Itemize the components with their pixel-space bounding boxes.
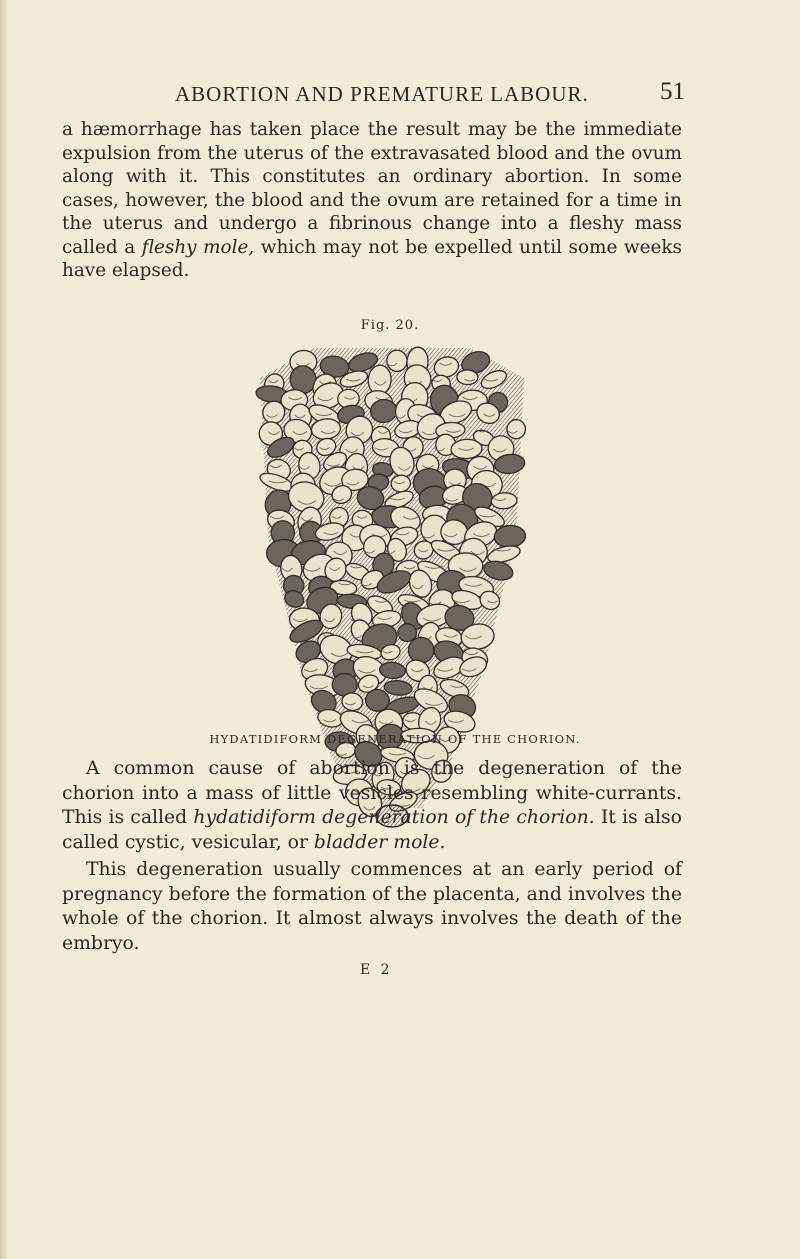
- page-number: 51: [660, 78, 685, 105]
- text-run: A common cause of abortion is the degeneration of the chorion into a mass of little vesicles resembling white-currants. This is called: [62, 758, 682, 828]
- text-run: It is also called cystic, vesicular, or: [62, 807, 682, 853]
- paragraph-commencement: [62, 858, 682, 956]
- term-fleshy-mole: fleshy mole,: [141, 236, 255, 258]
- term-hydatidiform: hydatidiform degeneration of the chorion.: [193, 807, 595, 828]
- term-bladder-mole: bladder mole.: [313, 831, 446, 853]
- figure-label: Fig. 20.: [360, 318, 420, 333]
- page-edge: [0, 0, 8, 1259]
- hydatidiform-mole-illustration: [232, 338, 552, 828]
- text-run: which may not be expelled until some weeks have elapsed.: [62, 236, 682, 281]
- signature-mark: E 2: [360, 962, 393, 978]
- page-header: [130, 78, 685, 112]
- text-run: This degeneration usually commences at an early period of pregnancy before the formation of the placenta, and involves the whole of the chorion. It almost always involves the death of the embryo.: [62, 859, 682, 954]
- text-run: a hæmorrhage has taken place the result may be the immediate expulsion from the uterus of the extravasated blood and the ovum along with it. This constitutes an ordinary abortion. In some cases, however, the blood and the ovum are retained for a time in the uterus and undergo a fibrinous change into a fleshy mass called a: [62, 119, 682, 258]
- paragraph-degeneration: [62, 757, 682, 855]
- figure-caption: HYDATIDIFORM DEGENERATION OF THE CHORION.: [209, 732, 581, 746]
- running-title: ABORTION AND PREMATURE LABOUR.: [175, 82, 589, 106]
- vesicle: [457, 370, 478, 385]
- paragraph-haemorrhage: [62, 118, 682, 283]
